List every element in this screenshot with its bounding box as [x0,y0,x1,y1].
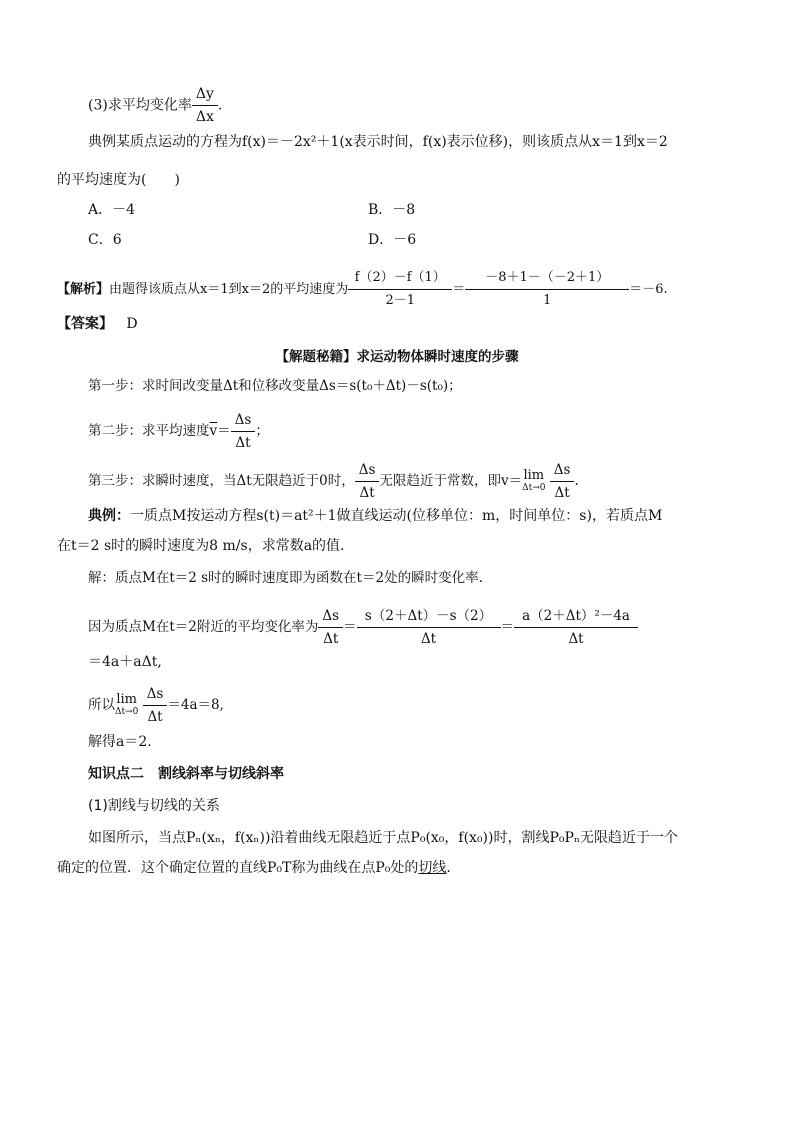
fraction-denominator: 2－1 [348,289,452,311]
step-two [88,410,269,453]
example2-line1 [88,506,662,526]
fraction-denominator: Δt [231,431,256,453]
example1-line1: 典例某质点运动的方程为f(x)＝－2x²＋1(x表示时间，f(x)表示位移)，则该质点从x＝1到x＝2 [88,134,668,150]
fraction-numerator: Δs [146,686,164,702]
fraction-denominator: Δx [192,105,218,127]
solution-fraction-3 [516,606,636,649]
step-two-fraction [233,410,254,453]
limit-operator [115,691,139,718]
punctuation: ； [255,423,269,439]
option-c: C．6 [88,232,122,248]
step-three-limit-fraction [552,460,573,503]
fraction-denominator: Δt [550,481,575,503]
mean-velocity-symbol: $\overline{v}$ [209,423,218,439]
limit-subscript: Δt→0 [115,706,139,717]
equals-sign: ＝ [500,619,515,635]
solution-line2-text: 因为质点M在t＝2附近的平均变化率为 [88,619,319,635]
secret-title: 【解题秘籍】求运动物体瞬时速度的步骤 [275,349,519,365]
solution-limit-fraction [145,684,166,727]
fraction-numerator: s（2＋Δt）－s（2） [364,608,493,624]
option-b: B．－8 [368,202,416,218]
solution-line4 [88,684,224,727]
analysis-label: 【解析】 [57,282,110,297]
step-one: 第一步：求时间改变量Δt和位移改变量Δs＝s(t₀＋Δt)－s(t₀)； [88,378,462,394]
tangent-term: 切线 [418,860,447,876]
solution-fraction-2 [359,606,499,649]
solution-line1: 解：质点M在t＝2 s时的瞬时速度即为函数在t＝2处的瞬时变化率. [88,570,483,586]
fraction-denominator: Δt [318,627,343,649]
punctuation: . [574,473,579,489]
example1-line2: 的平均速度为( ) [57,172,180,188]
knowledge-subtitle: (1)割线与切线的关系 [88,798,220,814]
step3-line [88,84,222,127]
step-three-text: 第三步：求瞬时速度，当Δt无限趋近于0时， [88,473,355,489]
fraction-denominator: Δt [357,627,501,649]
fraction-numerator: Δs [358,462,376,478]
knowledge-title: 知识点二 割线斜率与切线斜率 [88,766,284,782]
fraction-denominator: Δt [514,627,638,649]
limit-subscript: Δt→0 [522,482,546,493]
punctuation: . [217,97,223,114]
analysis-result: ＝－6. [629,282,668,297]
fraction-numerator: Δs [234,412,252,428]
step-three-fraction [357,460,378,503]
solution-fraction-1 [320,606,341,649]
option-a: A．－4 [88,202,136,218]
limit-operator [522,467,546,494]
fraction-numerator: Δs [553,462,571,478]
solution-line4-text: 所以 [88,697,115,713]
step3-text: (3)求平均变化率 [88,97,192,114]
step-three-mid: 无限趋近于常数，即v＝ [379,473,523,489]
step-two-text: 第二步：求平均速度 [88,423,210,439]
limit-label: lim [523,467,545,483]
step-three [88,460,579,503]
fraction-numerator: Δy [195,86,214,102]
solution-line4-result: ＝4a＝8, [167,697,224,713]
analysis-fraction-1 [350,268,450,311]
equals-sign: ＝ [217,423,231,439]
limit-label: lim [116,691,138,707]
example2-label: 典例： [88,508,130,524]
example2-line2: 在t＝2 s时的瞬时速度为8 m/s，求常数a的值. [57,538,345,554]
solution-line3: ＝4a＋aΔt, [88,654,162,670]
knowledge-paragraph-line2 [57,858,451,878]
solution-line2 [88,606,638,649]
solution-line5: 解得a＝2. [88,734,152,750]
fraction-numerator: a（2＋Δt）²－4a [522,608,630,624]
fraction-numerator: －8＋1－（－2＋1） [485,270,610,285]
fraction-numerator: Δs [322,608,340,624]
analysis-text: 由题得该质点从x＝1到x＝2的平均速度为 [109,282,349,297]
answer-label: 【答案】 [57,316,113,332]
fraction-denominator: 1 [465,289,629,311]
step3-fraction [194,84,216,127]
answer-value: D [126,316,138,332]
fraction-denominator: Δt [143,705,168,727]
answer-line [57,314,138,334]
equals-sign: ＝ [452,282,466,297]
fraction-denominator: Δt [355,481,380,503]
equals-sign: ＝ [343,619,357,635]
fraction-numerator: f（2）－f（1） [354,270,446,285]
knowledge-paragraph-text: 确定的位置．这个确定位置的直线P₀T称为曲线在点P₀处的 [57,860,419,876]
knowledge-paragraph-line1: 如图所示，当点Pₙ(xₙ，f(xₙ))沿着曲线无限趋近于点P₀(x₀，f(x₀))时，割线P₀Pₙ无限趋近于一个 [88,830,678,846]
option-d: D．－6 [368,232,417,248]
analysis-fraction-2 [467,268,627,311]
analysis-line [57,268,668,311]
example2-text: 一质点M按运动方程s(t)＝at²＋1做直线运动(位移单位：m，时间单位：s)，若质点M [130,508,663,524]
punctuation: . [446,860,451,876]
